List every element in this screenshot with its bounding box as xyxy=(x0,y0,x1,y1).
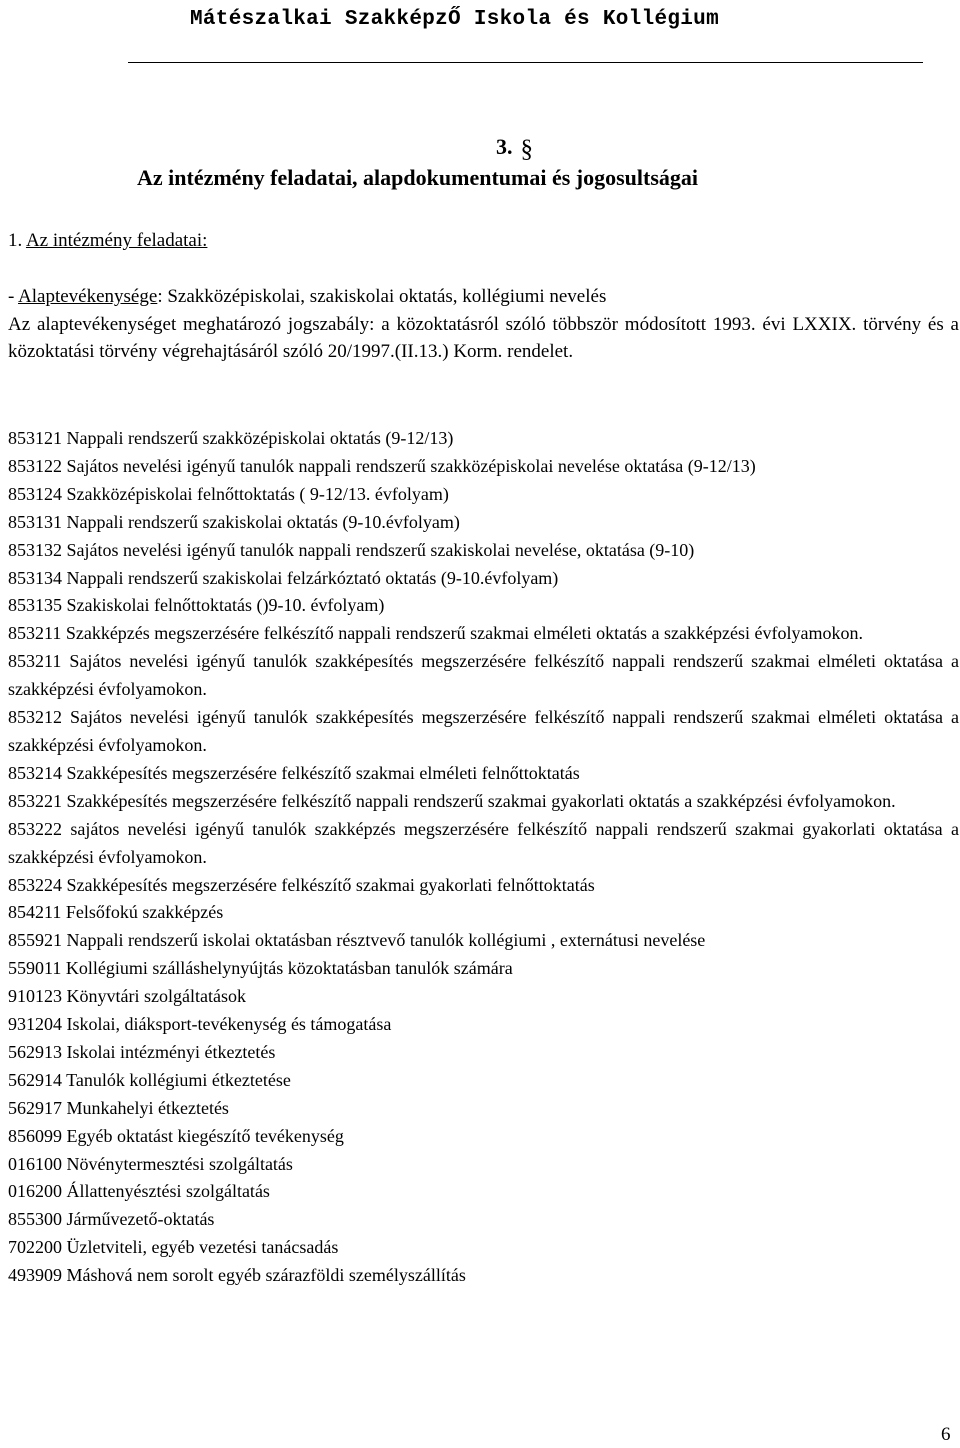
activity-item: 562914 Tanulók kollégiumi étkeztetése xyxy=(8,1069,291,1090)
activity-item: 853211 Szakképzés megszerzésére felkészítő nappali rendszerű szakmai elméleti oktatás a szakképzési évfolyamokon. xyxy=(8,623,863,644)
section-sign-icon: § xyxy=(520,136,533,163)
activity-item: 853122 Sajátos nevelési igényű tanulók nappali rendszerű szakközépiskolai nevelése oktatása (9-12/13) xyxy=(8,455,756,476)
core-activity-line xyxy=(8,283,959,311)
page-number: 6 xyxy=(941,1424,951,1445)
activity-item: 856099 Egyéb oktatást kiegészítő tevékenység xyxy=(8,1125,344,1146)
activity-item: 855921 Nappali rendszerű iskolai oktatásban résztvevő tanulók kollégiumi , externátusi nevelése xyxy=(8,930,706,951)
activity-item: 016100 Növénytermesztési szolgáltatás xyxy=(8,1153,293,1174)
activity-item: 853132 Sajátos nevelési igényű tanulók nappali rendszerű szakiskolai nevelése, oktatása (9-10) xyxy=(8,539,695,560)
activity-item: 562913 Iskolai intézményi étkeztetés xyxy=(8,1041,276,1062)
core-activity-colon: : xyxy=(157,286,163,307)
activity-item: 853124 Szakközépiskolai felnőttoktatás ( 9-12/13. évfolyam) xyxy=(8,483,449,504)
activity-item: 931204 Iskolai, diáksport-tevékenység és támogatása xyxy=(8,1014,392,1035)
activity-item: 853134 Nappali rendszerű szakiskolai felzárkóztató oktatás (9-10.évfolyam) xyxy=(8,567,559,588)
subsection-heading xyxy=(8,230,207,252)
activity-item: 853222 sajátos nevelési igényű tanulók szakképzés megszerzésére felkészítő nappali rendszerű szakmai gyakorlati oktatása a szakképzési évfolyamokon. xyxy=(8,818,959,867)
core-activity-text: Szakközépiskolai, szakiskolai oktatás, kollégiumi nevelés xyxy=(162,286,607,307)
activity-item: 853131 Nappali rendszerű szakiskolai oktatás (9-10.évfolyam) xyxy=(8,511,460,532)
activity-item: 493909 Máshová nem sorolt egyéb szárazföldi személyszállítás xyxy=(8,1265,466,1286)
activity-item: 853211 Sajátos nevelési igényű tanulók szakképesítés megszerzésére felkészítő nappali rendszerű szakmai elméleti oktatása a szakképzési évfolyamokon. xyxy=(8,651,959,700)
section-number xyxy=(496,134,533,164)
core-activity-label: Alaptevékenysége xyxy=(18,286,158,307)
activity-item: 559011 Kollégiumi szálláshelynyújtás közoktatásban tanulók számára xyxy=(8,958,513,979)
legal-basis-text: Az alaptevékenységet meghatározó jogszabály: a közoktatásról szóló többször módosított 1993. évi LXXIX. törvény és a közoktatási törvény végrehajtásáról szóló 20/1997.(II.13.) Korm. rendelet. xyxy=(8,313,959,362)
activity-item: 702200 Üzletviteli, egyéb vezetési tanácsadás xyxy=(8,1237,339,1258)
section-number-text: 3. xyxy=(496,134,513,159)
activity-item: 854211 Felsőfokú szakképzés xyxy=(8,902,224,923)
header-divider xyxy=(128,62,923,63)
activity-item: 853212 Sajátos nevelési igényű tanulók szakképesítés megszerzésére felkészítő nappali rendszerű szakmai elméleti oktatása a szakképzési évfolyamokon. xyxy=(8,707,959,755)
activity-item: 853224 Szakképesítés megszerzésére felkészítő szakmai gyakorlati felnőttoktatás xyxy=(8,874,595,895)
section-title: Az intézmény feladatai, alapdokumentumai és jogosultságai xyxy=(137,165,698,190)
activity-item: 855300 Járművezető-oktatás xyxy=(8,1209,215,1230)
subsection-title: Az intézmény feladatai: xyxy=(25,230,208,251)
intro-block xyxy=(8,283,959,366)
activity-item: 562917 Munkahelyi étkeztetés xyxy=(8,1097,229,1118)
activity-item: 016200 Állattenyésztési szolgáltatás xyxy=(8,1181,270,1202)
page-header-title: Mátészalkai SzakképzŐ Iskola és Kollégium xyxy=(190,8,719,31)
activity-item: 853214 Szakképesítés megszerzésére felkészítő szakmai elméleti felnőttoktatás xyxy=(8,762,580,783)
core-activity-dash: - xyxy=(8,286,19,307)
activity-list xyxy=(8,425,959,1290)
activity-item: 910123 Könyvtári szolgáltatások xyxy=(8,986,246,1007)
activity-item: 853221 Szakképesítés megszerzésére felkészítő nappali rendszerű szakmai gyakorlati oktatás a szakképzési évfolyamokon. xyxy=(8,790,896,811)
activity-item: 853135 Szakiskolai felnőttoktatás ()9-10. évfolyam) xyxy=(8,595,385,616)
subsection-number: 1. xyxy=(8,230,23,251)
activity-item: 853121 Nappali rendszerű szakközépiskolai oktatás (9-12/13) xyxy=(8,428,454,448)
